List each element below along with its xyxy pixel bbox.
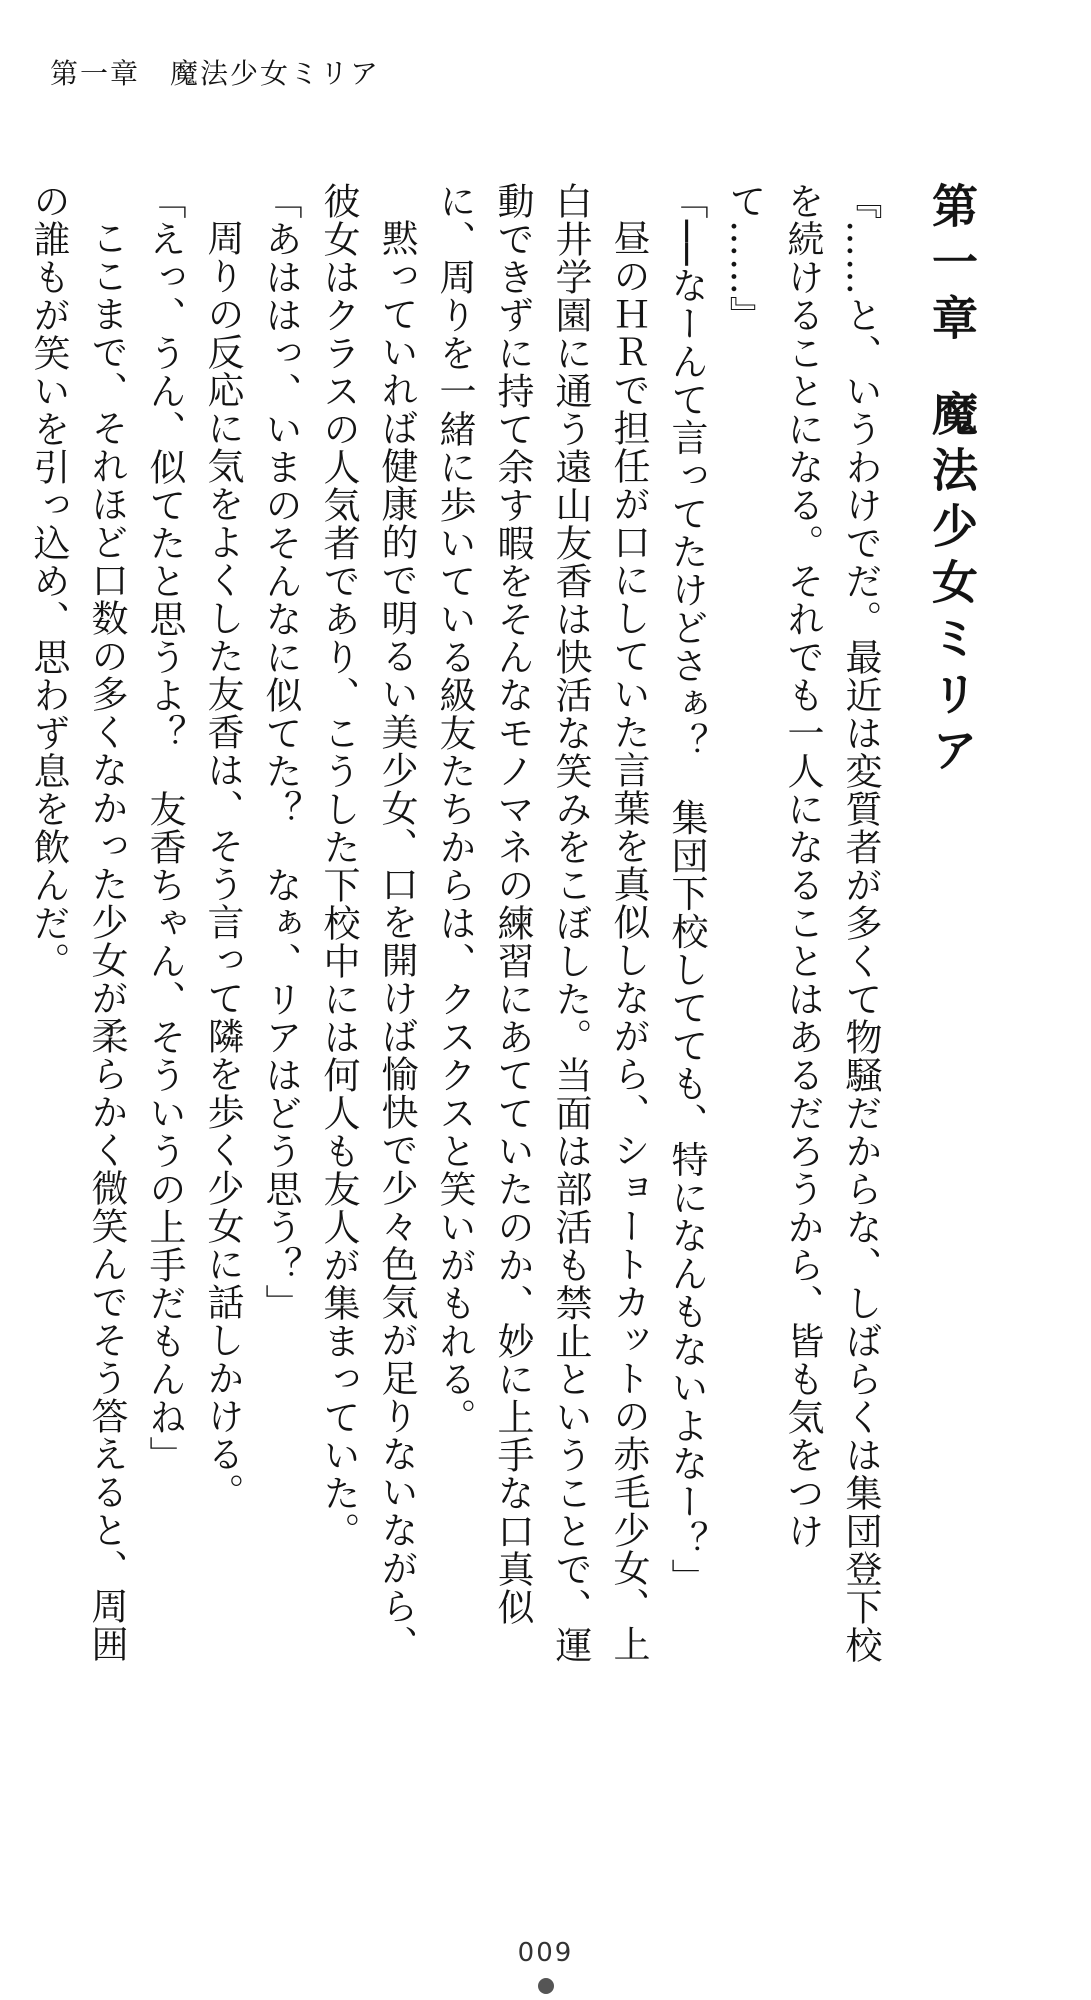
title-spacer <box>952 350 953 390</box>
page-marker-dot <box>538 1978 554 1994</box>
chapter-name: 魔法少女ミリア <box>925 390 979 782</box>
paragraph: 「えっ、うん、似てたと思うよ？ 友香ちゃん、そういうの上手だもんね」 <box>143 182 186 1474</box>
page-number: 009 <box>517 1938 574 1968</box>
paragraph: ここまで、それほど口数の多くなかった少女が柔らかく微笑んでそう答えると、周囲の誰もが笑いを引っ込め、思わず息を飲んだ。 <box>27 182 128 1663</box>
paragraph: 黙っていれば健康的で明るい美少女、口を開けば愉快で少々色気が足りないながら、彼女はクラスの人気者であり、こうした下校中には何人も友人が集まっていた。 <box>317 182 418 1663</box>
paragraph: 昼のＨＲで担任が口にしていた言葉を真似しながら、ショートカットの赤毛少女、上白井学園に通う遠山友香は快活な笑みをこぼした。当面は部活も禁止ということで、運動できずに持て余す暇をそんなモノマネの練習にあてていたのか、妙に上手な口真似に、周りを一緒に歩いている級友たちからは、クスクスと笑いがもれる。 <box>433 182 650 1664</box>
running-header: 第一章 魔法少女ミリア <box>50 57 381 90</box>
paragraph: 『……と、いうわけでだ。最近は変質者が多くて物騒だからな、しばらくは集団登下校を続けることになる。それでも一人になることはあるだろうから、皆も気をつけて……』 <box>723 182 882 1664</box>
paragraph: 周りの反応に気をよくした友香は、そう言って隣を歩く少女に話しかける。 <box>201 219 244 1511</box>
vertical-text-body <box>19 182 981 1682</box>
paragraph: 「──なーんて言ってたけどさぁ？ 集団下校してても、特になんもないよなー？」 <box>665 182 708 1597</box>
paragraph: 「あははっ、いまのそんなに似てた？ なぁ、リアはどう思う？」 <box>259 182 302 1322</box>
chapter-title <box>923 182 981 1682</box>
chapter-number: 第一章 <box>925 182 979 350</box>
